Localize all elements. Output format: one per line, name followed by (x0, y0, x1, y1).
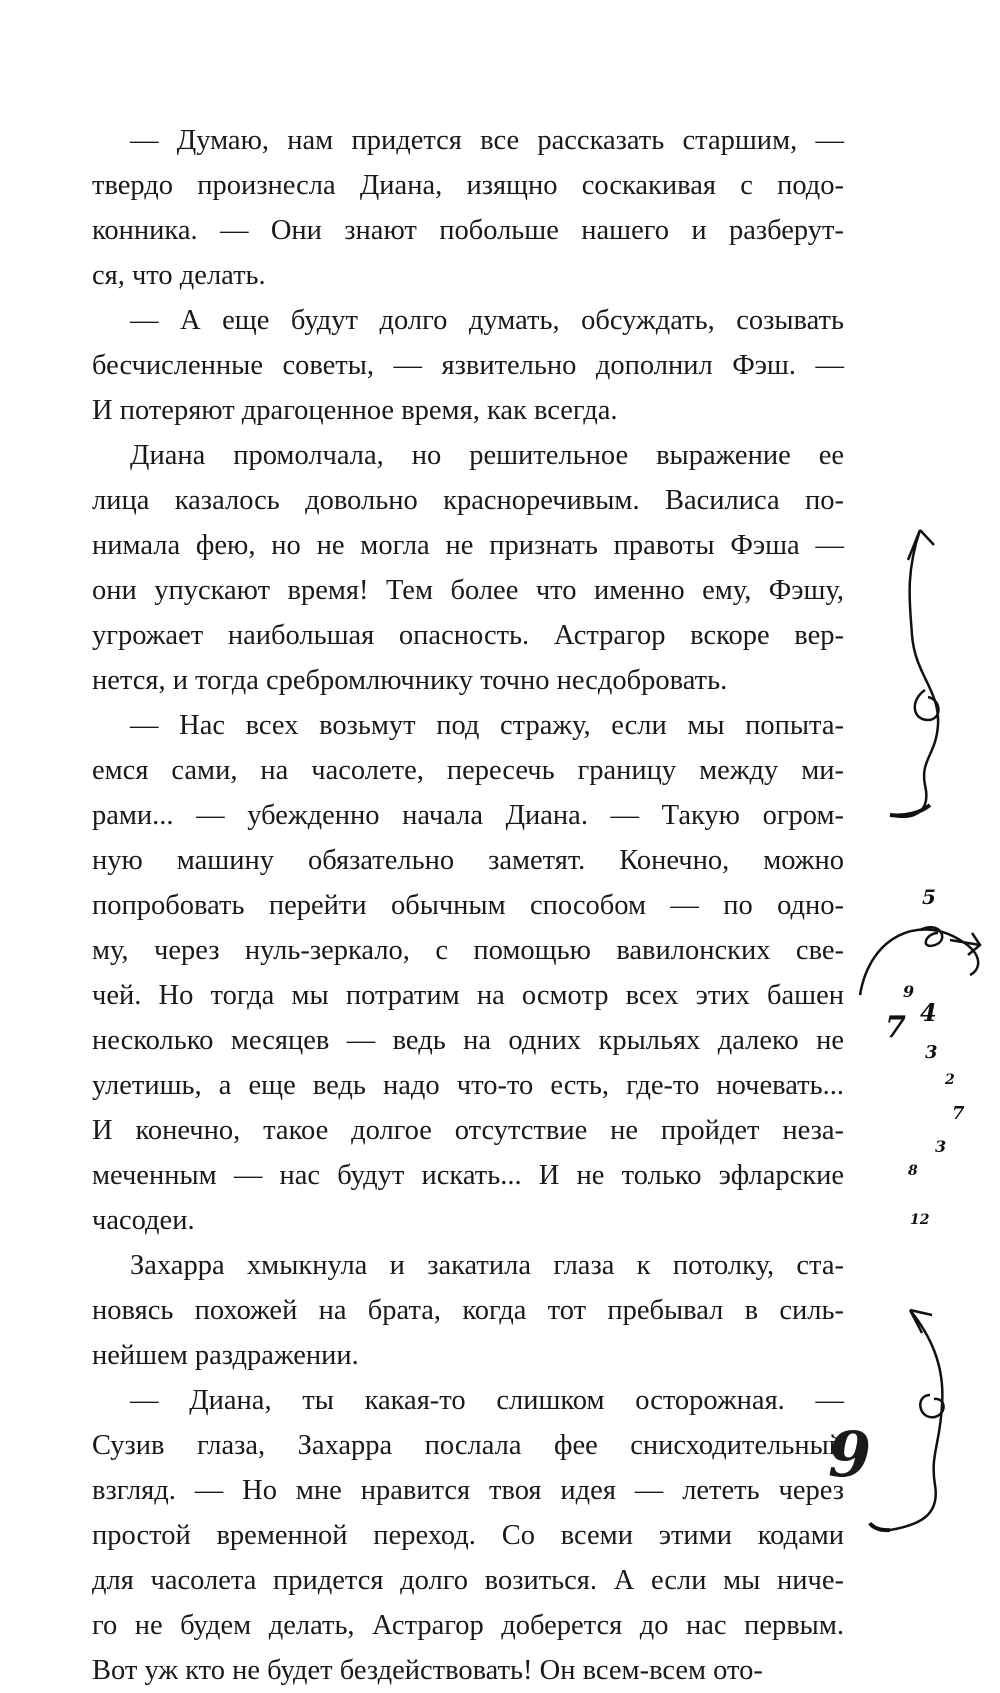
text-line: конника. — Они знают побольше нашего и разберут- (92, 215, 844, 246)
body-text (92, 118, 844, 1693)
text-line: твердо произнесла Диана, изящно соскакивая с подо- (92, 170, 844, 201)
text-line: — Нас всех возьмут под стражу, если мы попыта- (130, 710, 844, 741)
text-line: угрожает наибольшая опасность. Астрагор вскоре вер- (92, 620, 844, 651)
text-line: чей. Но тогда мы потратим на осмотр всех этих башен (92, 980, 844, 1011)
text-line: Диана промолчала, но решительное выражение ее (130, 440, 844, 471)
paragraph (92, 1243, 844, 1378)
text-line: часодеи. (92, 1205, 195, 1236)
text-line: ся, что делать. (92, 260, 266, 291)
text-line: нется, и тогда сребромлючнику точно несдобровать. (92, 665, 728, 696)
text-line: — А еще будут долго думать, обсуждать, созывать (130, 305, 844, 336)
text-line: несколько месяцев — ведь на одних крыльях далеко не (92, 1025, 844, 1056)
text-line: нейшем раздражении. (92, 1340, 359, 1371)
text-line: Захарра хмыкнула и закатила глаза к потолку, ста- (130, 1250, 844, 1281)
text-line: они упускают время! Тем более что именно ему, Фэшу, (92, 575, 844, 606)
text-line: И конечно, такое долгое отсутствие не пройдет неза- (92, 1115, 844, 1146)
text-line: лица казалось довольно красноречивым. Василиса по- (92, 485, 844, 516)
text-line: взгляд. — Но мне нравится твоя идея — лететь через (92, 1475, 844, 1506)
text-line: Вот уж кто не будет бездействовать! Он всем-всем ото- (92, 1655, 763, 1686)
text-line: для часолета придется долго возиться. А если мы ниче- (92, 1565, 844, 1596)
text-line: — Диана, ты какая-то слишком осторожная. — (130, 1385, 844, 1416)
paragraph (92, 298, 844, 433)
text-line: простой временной переход. Со всеми этими кодами (92, 1520, 844, 1551)
ornament-digit: 4 (920, 998, 937, 1027)
text-line: улетишь, а еще ведь надо что-то есть, где-то ночевать... (92, 1070, 844, 1101)
text-line: И потеряют драгоценное время, как всегда. (92, 395, 618, 426)
text-line: нимала фею, но не могла не признать правоты Фэша — (92, 530, 844, 561)
ornament-digit: 9 (903, 982, 915, 1001)
paragraph (92, 1378, 844, 1693)
ornament-digit: 5 (922, 885, 936, 909)
ornament-digit: 3 (925, 1042, 938, 1063)
ornament-digit: 8 (908, 1163, 918, 1179)
text-line: ную машину обязательно заметят. Конечно, можно (92, 845, 844, 876)
text-line: — Думаю, нам придется все рассказать старшим, — (130, 125, 844, 156)
paragraph (92, 703, 844, 1243)
text-line: Сузив глаза, Захарра послала фее снисходительный (92, 1430, 844, 1461)
text-line: го не будем делать, Астрагор доберется до нас первым. (92, 1610, 844, 1641)
text-line: емся сами, на часолете, пересечь границу между ми- (92, 755, 844, 786)
paragraph (92, 118, 844, 298)
text-line: бесчисленные советы, — язвительно дополнил Фэш. — (92, 350, 844, 381)
text-line: рами... — убежденно начала Диана. — Такую огром- (92, 800, 844, 831)
ornament-digit: 12 (910, 1212, 930, 1228)
text-line: попробовать перейти обычным способом — по одно- (92, 890, 844, 921)
paragraph (92, 433, 844, 703)
ornament-digit: 7 (952, 1103, 965, 1124)
ornament-digit: 2 (945, 1072, 955, 1088)
text-line: меченным — нас будут искать... И не только эфларские (92, 1160, 844, 1191)
page-number: 9 (828, 1418, 872, 1491)
ornament-digit: 3 (935, 1137, 947, 1156)
text-line: му, через нуль-зеркало, с помощью вавилонских све- (92, 935, 844, 966)
ornament-digit: 7 (885, 1010, 906, 1045)
text-line: новясь похожей на брата, когда тот пребывал в силь- (92, 1295, 844, 1326)
